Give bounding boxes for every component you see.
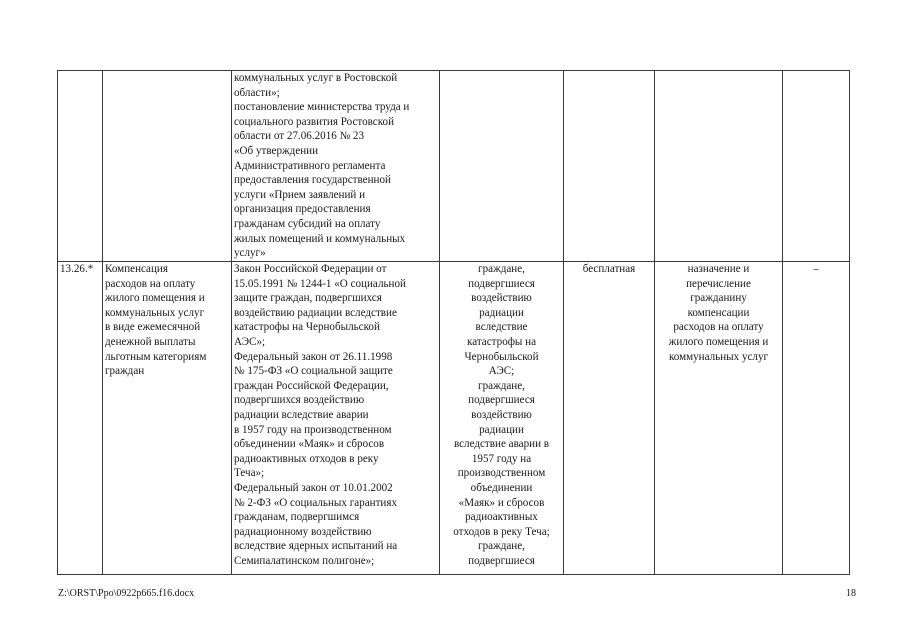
table-row [58, 262, 850, 575]
result-cell [655, 262, 783, 575]
legal-basis-text: коммунальных услуг в Ростовской области»; постановление министерства труда и социального развития Ростовской области от 27.06.2016 № 23 «Об утверждении Административного регламента предоставления государственной услуги «Прием заявлений и организация предоставления гражданам субсидий на оплату жилых помещений и коммунальных услуг» [234, 72, 410, 260]
result-text: назначение и перечисление гражданину компенсации расходов на оплату жилого помещения и коммунальных услуг [668, 263, 769, 363]
extra-text: – [813, 263, 819, 275]
legal-basis-cell [232, 262, 440, 575]
service-number-cell [58, 71, 103, 262]
result-cell [655, 71, 783, 262]
recipients-cell [440, 71, 564, 262]
recipients-text: граждане, подвергшиеся воздействию радиации вследствие катастрофы на Чернобыльской АЭС; граждане, подвергшиеся воздействию радиации вследствие аварии в 1957 году на производственном объединении «Маяк» и сбросов радиоактивных отходов в реку Теча; граждане, подвергшиеся [453, 263, 550, 567]
payment-cell [564, 262, 655, 575]
payment-text: бесплатная [582, 263, 636, 275]
service-number-cell [58, 262, 103, 575]
file-path: Z:\ORST\Ppo\0922p665.f16.docx [58, 588, 195, 599]
services-table [57, 70, 850, 575]
table-row [58, 71, 850, 262]
service-name-cell [103, 262, 232, 575]
service-name: Компенсация расходов на оплату жилого помещения и коммунальных услуг в виде ежемесячной денежной выплаты льготным категориям граждан [105, 263, 207, 378]
extra-cell [783, 71, 850, 262]
service-number: 13.26.* [60, 263, 94, 275]
extra-cell [783, 262, 850, 575]
service-name-cell [103, 71, 232, 262]
payment-cell [564, 71, 655, 262]
legal-basis-cell [232, 71, 440, 262]
page-number: 18 [846, 588, 856, 599]
legal-basis-text: Закон Российской Федерации от 15.05.1991 № 1244-1 «О социальной защите граждан, подвергшихся воздействию радиации вследствие катастрофы на Чернобыльской АЭС»; Федеральный закон от 26.11.1998 № 175-ФЗ «О социальной защите граждан Российской Федерации, подвергшихся воздействию радиации вследствие аварии в 1957 году на производственном объединении «Маяк» и сбросов радиоактивных отходов в реку Теча»; Федеральный закон от 10.01.2002 № 2-ФЗ «О социальных гарантиях гражданам, подвергшимся радиационному воздействию вследствие ядерных испытаний на Семипалатинском полигоне»; [234, 263, 406, 567]
recipients-cell [440, 262, 564, 575]
